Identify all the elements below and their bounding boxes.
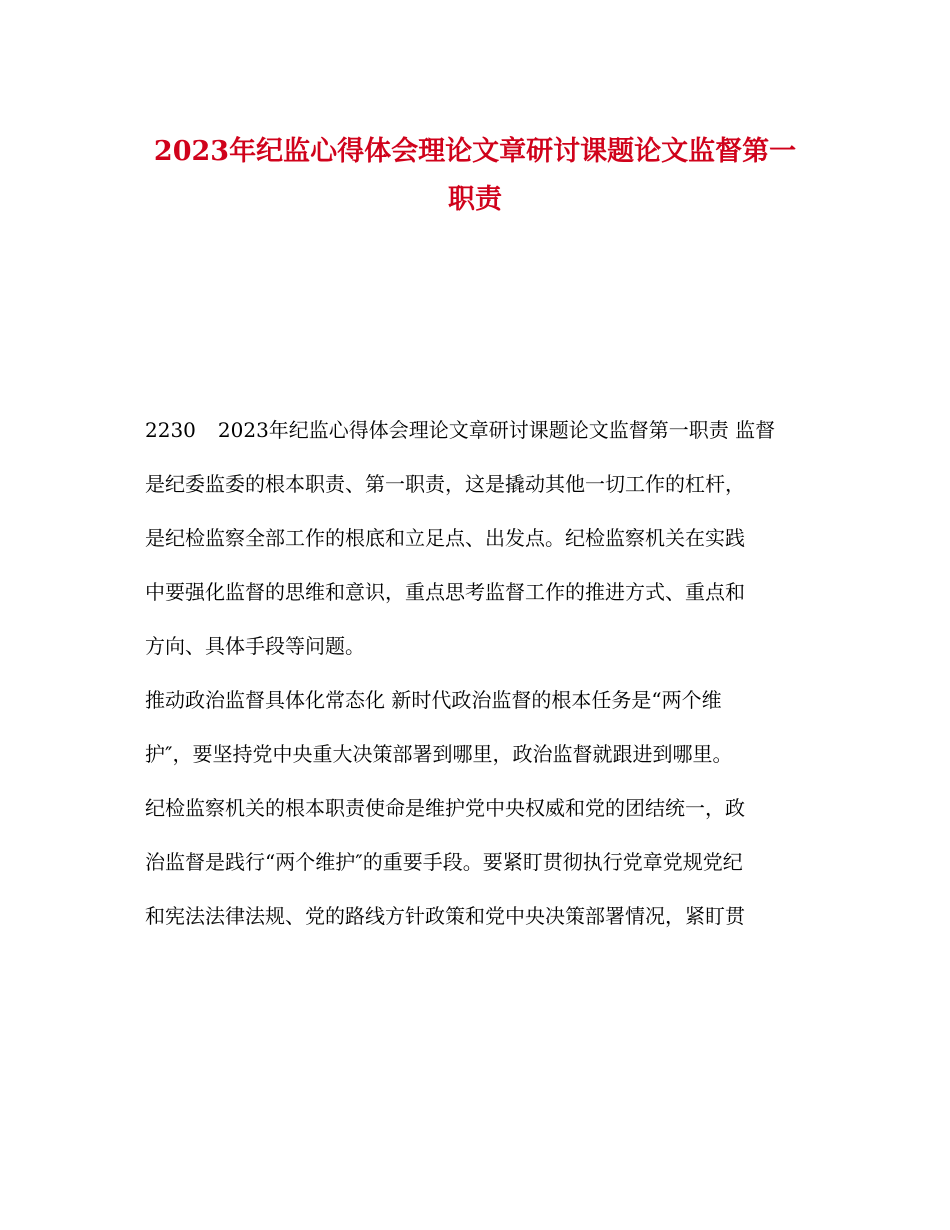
document-title [100,128,850,224]
body-line-1-text: 2023年纪监心得体会理论文章研讨课题论文监督第一职责 监督 [217,418,776,442]
body-line-4: 中要强化监督的思维和意识，重点思考监督工作的推进方式、重点和 [145,580,745,604]
doc-number: 2230 [145,418,196,442]
title-line-1: 2023年纪监心得体会理论文章研讨课题论文监督第一 [153,136,797,167]
body-line-6: 推动政治监督具体化常态化 新时代政治监督的根本任务是“两个维 [145,688,722,712]
body-line-10: 和宪法法律法规、党的路线方针政策和党中央决策部署情况，紧盯贯 [145,904,745,928]
title-line-2: 职责 [448,184,502,215]
document-body [145,403,810,943]
body-line-5: 方向、具体手段等问题。 [145,634,365,658]
body-line-1 [145,403,810,457]
body-line-3: 是纪检监察全部工作的根底和立足点、出发点。纪检监察机关在实践 [145,526,745,550]
body-line-9: 治监督是践行“两个维护″的重要手段。要紧盯贯彻执行党章党规党纪 [145,850,743,874]
body-line-2: 是纪委监委的根本职责、第一职责，这是撬动其他一切工作的杠杆， [145,472,745,496]
body-line-7: 护″，要坚持党中央重大决策部署到哪里，政治监督就跟进到哪里。 [145,742,733,766]
body-line-8: 纪检监察机关的根本职责使命是维护党中央权威和党的团结统一，政 [145,796,745,820]
